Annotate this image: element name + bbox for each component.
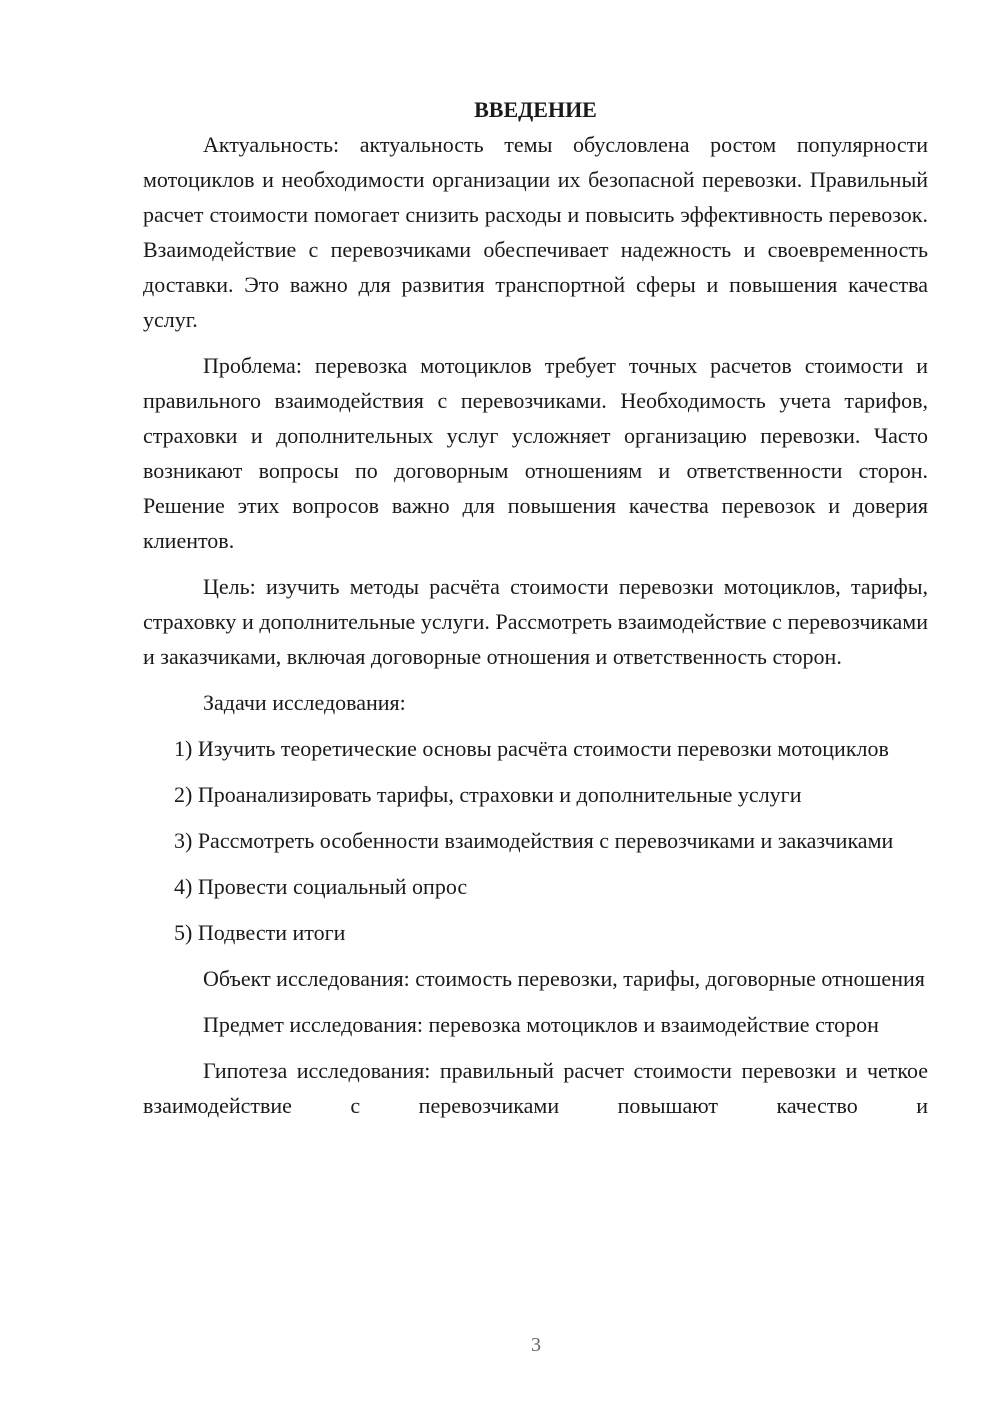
task-item-2: 2) Проанализировать тарифы, страховки и дополнительные услуги <box>174 782 802 807</box>
page-title: ВВЕДЕНИЕ <box>474 97 597 122</box>
paragraph-hypothesis: Гипотеза исследования: правильный расчет стоимости перевозки и четкое взаимодействие с перевозчиками повышают качество и <box>143 1058 928 1118</box>
paragraph-goal: Цель: изучить методы расчёта стоимости перевозки мотоциклов, тарифы, страховку и дополнительные услуги. Рассмотреть взаимодействие с перевозчиками и заказчиками, включая договорные отношения и ответственность сторон. <box>143 574 928 669</box>
task-item-1: 1) Изучить теоретические основы расчёта стоимости перевозки мотоциклов <box>174 736 889 761</box>
paragraph-relevance: Актуальность: актуальность темы обусловлена ростом популярности мотоциклов и необходимости организации их безопасной перевозки. Правильный расчет стоимости помогает снизить расходы и повысить эффективность перевозок. Взаимодействие с перевозчиками обеспечивает надежность и своевременность доставки. Это важно для развития транспортной сферы и повышения качества услуг. <box>143 132 928 332</box>
page-number: 3 <box>531 1334 541 1356</box>
task-item-3: 3) Рассмотреть особенности взаимодействия с перевозчиками и заказчиками <box>174 828 894 853</box>
paragraph-object: Объект исследования: стоимость перевозки, тарифы, договорные отношения <box>203 966 925 991</box>
document-page <box>143 92 928 1134</box>
paragraph-tasks-heading: Задачи исследования: <box>203 690 406 715</box>
task-item-4: 4) Провести социальный опрос <box>174 874 468 899</box>
task-item-5: 5) Подвести итоги <box>174 920 346 945</box>
paragraph-problem: Проблема: перевозка мотоциклов требует точных расчетов стоимости и правильного взаимодействия с перевозчиками. Необходимость учета тарифов, страховки и дополнительных услуг усложняет организацию перевозки. Часто возникают вопросы по договорным отношениям и ответственности сторон. Решение этих вопросов важно для повышения качества перевозок и доверия клиентов. <box>143 353 928 553</box>
paragraph-subject: Предмет исследования: перевозка мотоциклов и взаимодействие сторон <box>203 1012 879 1037</box>
